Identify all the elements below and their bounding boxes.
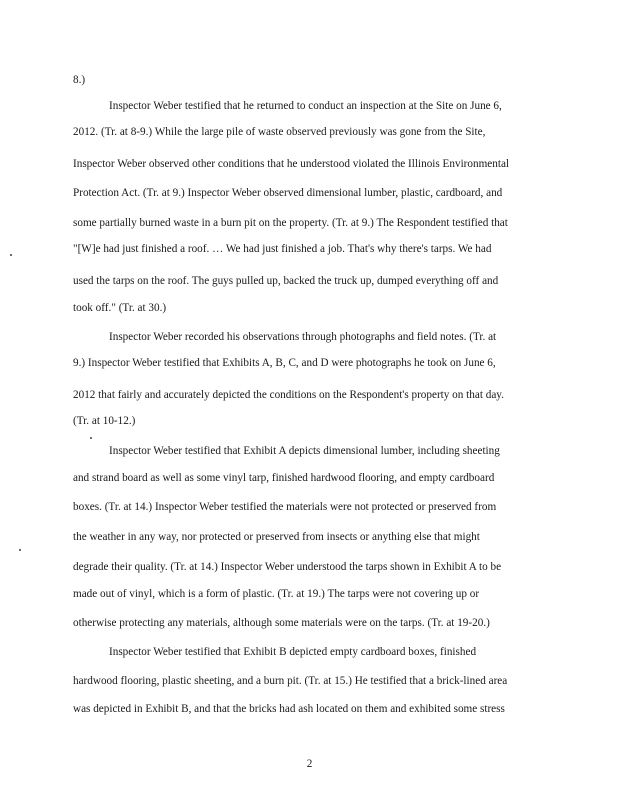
text-line-8: used the tarps on the roof. The guys pulled up, backed the truck up, dumped everything off and <box>73 275 499 287</box>
text-line-9: took off." (Tr. at 30.) <box>73 302 167 314</box>
text-line-12: 2012 that fairly and accurately depicted the conditions on the Respondent's property on that day. <box>73 389 504 401</box>
scan-speck-3 <box>19 549 21 551</box>
text-line-21: Inspector Weber testified that Exhibit B depicted empty cardboard boxes, finished <box>109 646 477 658</box>
text-line-16: boxes. (Tr. at 14.) Inspector Weber testified the materials were not protected or preserved from <box>73 501 497 513</box>
text-line-22: hardwood flooring, plastic sheeting, and a burn pit. (Tr. at 15.) He testified that a brick-lined area <box>73 675 508 687</box>
text-line-23: was depicted in Exhibit B, and that the bricks had ash located on them and exhibited some stress <box>73 703 505 715</box>
text-line-4: Inspector Weber observed other conditions that he understood violated the Illinois Environmental <box>73 158 510 170</box>
text-line-2: Inspector Weber testified that he returned to conduct an inspection at the Site on June 6, <box>109 100 502 112</box>
scan-speck-2 <box>90 437 92 439</box>
text-line-14: Inspector Weber testified that Exhibit A depicts dimensional lumber, including sheeting <box>109 445 500 457</box>
text-line-6: some partially burned waste in a burn pit on the property. (Tr. at 9.) The Respondent testified that <box>73 217 508 229</box>
scan-speck-1 <box>10 254 12 256</box>
text-line-7: "[W]e had just finished a roof. … We had just finished a job. That's why there's tarps. We had <box>73 243 492 255</box>
text-line-20: otherwise protecting any materials, although some materials were on the tarps. (Tr. at 19-20.) <box>73 617 490 629</box>
text-line-11: 9.) Inspector Weber testified that Exhibits A, B, C, and D were photographs he took on June 6, <box>73 357 496 369</box>
text-line-5: Protection Act. (Tr. at 9.) Inspector Weber observed dimensional lumber, plastic, cardboard, and <box>73 187 503 199</box>
text-line-19: made out of vinyl, which is a form of plastic. (Tr. at 19.) The tarps were not covering up or <box>73 588 480 600</box>
text-line-15: and strand board as well as some vinyl tarp, finished hardwood flooring, and empty cardboard <box>73 472 495 484</box>
text-line-10: Inspector Weber recorded his observations through photographs and field notes. (Tr. at <box>109 331 497 343</box>
page-number: 2 <box>306 758 313 770</box>
text-line-18: degrade their quality. (Tr. at 14.) Inspector Weber understood the tarps shown in Exhibit A to be <box>73 561 502 573</box>
text-line-17: the weather in any way, nor protected or preserved from insects or anything else that might <box>73 531 480 543</box>
text-line-3: 2012. (Tr. at 8-9.) While the large pile of waste observed previously was gone from the Site, <box>73 126 486 138</box>
text-line-13: (Tr. at 10-12.) <box>73 415 136 427</box>
text-line-1: 8.) <box>73 74 86 86</box>
